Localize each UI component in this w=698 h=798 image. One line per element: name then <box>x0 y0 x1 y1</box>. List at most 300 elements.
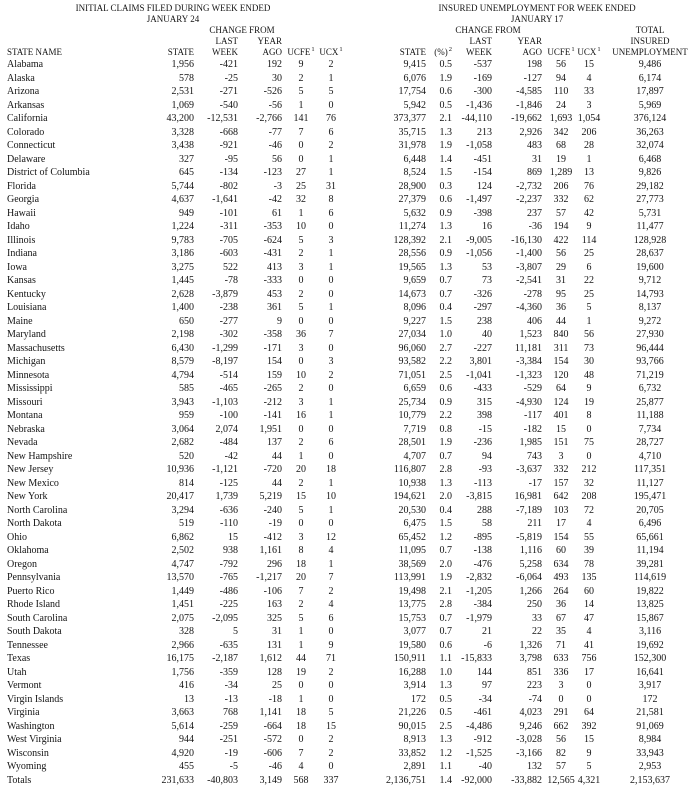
cell-ic-ucfe: 0 <box>298 356 304 367</box>
cell-ic-state: 944 <box>179 734 194 745</box>
col-header-iu-ucfe: UCFE$^1$ <box>547 46 575 57</box>
cell-state-name: Delaware <box>7 153 46 165</box>
cell-ic-ucx: 5 <box>328 707 334 718</box>
table-row <box>0 396 698 410</box>
cell-iu-total: 376,124 <box>633 113 667 124</box>
cell-iu-change-last-week: 288 <box>477 504 493 516</box>
cell-ic-ucx: 7 <box>328 572 334 583</box>
section-gap <box>346 423 376 437</box>
cell-ic-ucx: 0 <box>328 518 334 529</box>
cell-iu-total: 91,069 <box>636 720 664 732</box>
cell-state-name: Wisconsin <box>7 747 49 759</box>
cell-ic-state: 13,570 <box>166 572 194 583</box>
cell-iu-ucx: 19 <box>584 396 595 408</box>
cell-ic-ucfe: 141 <box>293 113 309 124</box>
cell-state-name: Michigan <box>7 356 46 367</box>
cell-iu-total: 36,263 <box>636 126 664 138</box>
cell-ic-ucfe: 5 <box>298 234 304 246</box>
cell-iu-rate-pct: 0.5 <box>439 99 453 111</box>
cell-ic-change-last-week: -5 <box>229 761 238 772</box>
cell-iu-ucfe: 1,289 <box>549 167 573 178</box>
cell-iu-change-last-week: -1,436 <box>466 99 493 111</box>
cell-iu-change-year-ago: 31 <box>532 153 543 165</box>
cell-ic-state: 10,936 <box>166 464 194 475</box>
cell-ic-state: 43,200 <box>166 113 194 124</box>
cell-ic-change-last-week: -42 <box>224 450 238 462</box>
cell-iu-total: 39,281 <box>636 558 664 570</box>
cell-iu-state: 2,136,751 <box>386 774 427 786</box>
cell-ic-ucx: 337 <box>323 774 339 786</box>
cell-iu-ucx: 206 <box>581 126 597 138</box>
cell-iu-change-last-week: -326 <box>473 288 493 300</box>
cell-ic-ucfe: 1 <box>298 693 304 705</box>
cell-ic-change-last-week: -40,803 <box>207 774 238 786</box>
cell-ic-change-last-week: -603 <box>219 248 238 259</box>
cell-iu-rate-pct: 2.7 <box>439 342 453 354</box>
cell-ic-ucx: 0 <box>328 761 334 772</box>
cell-ic-change-last-week: -636 <box>219 504 238 516</box>
cell-iu-change-last-week: -2,832 <box>466 572 493 583</box>
cell-ic-state: 1,956 <box>171 59 194 70</box>
cell-ic-state: 2,628 <box>171 288 194 300</box>
cell-ic-ucfe: 5 <box>298 302 304 313</box>
cell-ic-ucfe: 5 <box>298 504 304 516</box>
section-gap <box>346 409 376 423</box>
cell-state-name: Arkansas <box>7 99 45 111</box>
cell-iu-rate-pct: 2.2 <box>439 410 453 421</box>
table-row <box>0 639 698 653</box>
cell-state-name: New York <box>7 491 48 502</box>
cell-iu-rate-pct: 1.3 <box>439 261 453 273</box>
table-body <box>0 58 698 787</box>
cell-ic-change-last-week: -635 <box>219 639 238 651</box>
section-gap <box>346 369 376 383</box>
cell-iu-state: 3,077 <box>403 626 427 637</box>
cell-state-name: Minnesota <box>7 369 50 381</box>
cell-ic-change-last-week: -19 <box>224 747 238 759</box>
table-row <box>0 328 698 342</box>
cell-iu-ucfe: 35 <box>556 626 567 637</box>
table-header <box>0 3 698 58</box>
cell-iu-change-year-ago: 869 <box>527 167 543 178</box>
cell-iu-ucx: 3 <box>586 99 592 111</box>
cell-iu-ucfe: 3 <box>558 680 564 691</box>
cell-ic-state: 328 <box>179 626 194 637</box>
cell-ic-state: 3,275 <box>171 261 194 273</box>
table-row <box>0 207 698 221</box>
section-gap <box>346 625 376 639</box>
cell-iu-ucfe: 19 <box>556 153 567 165</box>
cell-ic-ucx: 2 <box>328 59 334 70</box>
cell-ic-state: 4,747 <box>171 558 194 570</box>
header-row-change-from <box>0 25 698 36</box>
cell-iu-state: 13,775 <box>398 599 427 610</box>
cell-iu-ucfe: 68 <box>556 140 567 151</box>
cell-ic-state: 3,438 <box>171 140 194 151</box>
cell-iu-state: 28,501 <box>398 437 427 448</box>
cell-iu-change-last-week: -227 <box>473 342 493 354</box>
cell-ic-change-year-ago: -123 <box>263 167 282 178</box>
cell-state-name: Texas <box>7 653 31 664</box>
cell-iu-change-last-week: -461 <box>473 707 493 718</box>
cell-iu-rate-pct: 1.9 <box>439 140 453 151</box>
cell-iu-change-year-ago: -3,166 <box>516 747 543 759</box>
cell-iu-rate-pct: 1.1 <box>439 761 453 772</box>
cell-iu-change-last-week: -384 <box>473 599 493 610</box>
cell-iu-change-year-ago: -182 <box>523 423 543 435</box>
table-row <box>0 126 698 140</box>
cell-iu-ucx: 72 <box>584 504 595 516</box>
cell-ic-change-year-ago: -720 <box>263 464 282 475</box>
cell-ic-ucfe: 44 <box>296 653 306 664</box>
cell-ic-change-year-ago: 1,612 <box>259 653 282 664</box>
cell-ic-change-year-ago: -18 <box>268 693 282 705</box>
cell-state-name: Massachusetts <box>7 342 65 354</box>
cell-iu-state: 14,673 <box>398 288 427 300</box>
cell-iu-state: 128,392 <box>393 234 427 246</box>
cell-ic-state: 231,633 <box>161 774 194 786</box>
cell-ic-ucfe: 1 <box>298 450 304 462</box>
cell-ic-ucx: 1 <box>328 410 334 421</box>
table-row <box>0 85 698 99</box>
cell-iu-state: 65,452 <box>398 531 427 543</box>
cell-iu-rate-pct: 2.5 <box>439 369 453 381</box>
cell-ic-change-year-ago: -141 <box>263 410 282 421</box>
cell-iu-rate-pct: 1.1 <box>439 653 453 664</box>
cell-ic-ucfe: 10 <box>296 369 306 381</box>
cell-iu-state: 8,913 <box>403 734 427 745</box>
cell-ic-change-year-ago: 453 <box>267 288 282 300</box>
cell-iu-ucfe: 662 <box>553 720 569 732</box>
cell-ic-change-last-week: -302 <box>219 329 238 340</box>
cell-ic-ucfe: 18 <box>296 720 306 732</box>
cell-ic-state: 645 <box>179 167 194 178</box>
cell-iu-change-year-ago: 1,326 <box>519 639 543 651</box>
cell-iu-ucfe: 12,565 <box>547 774 575 786</box>
section-gap <box>346 450 376 464</box>
cell-iu-ucx: 5 <box>586 302 592 313</box>
cell-iu-rate-pct: 1.4 <box>439 774 453 786</box>
section-gap <box>346 25 376 36</box>
cell-ic-ucx: 0 <box>328 315 334 327</box>
cell-iu-change-year-ago: -4,585 <box>516 86 543 97</box>
cell-ic-change-year-ago: -46 <box>268 761 282 772</box>
table-row <box>0 598 698 612</box>
cell-ic-ucfe: 7 <box>298 747 304 759</box>
cell-iu-change-last-week: -1,205 <box>466 585 493 597</box>
cell-iu-change-year-ago: 406 <box>527 315 543 327</box>
cell-ic-change-year-ago: -526 <box>263 86 282 97</box>
cell-ic-change-last-week: -25 <box>224 72 238 84</box>
cell-ic-change-year-ago: -1,217 <box>256 572 282 583</box>
section-gap <box>346 639 376 653</box>
cell-iu-ucfe: 157 <box>553 477 569 489</box>
cell-iu-ucx: 9 <box>586 383 592 394</box>
section-gap <box>346 679 376 693</box>
cell-state-name: Alabama <box>7 59 44 70</box>
cell-iu-state: 17,754 <box>398 86 427 97</box>
cell-state-name: Kentucky <box>7 288 46 300</box>
cell-iu-change-year-ago: 1,266 <box>519 585 543 597</box>
footnote-marker: 1 <box>597 46 601 53</box>
cell-iu-ucx: 48 <box>584 369 595 381</box>
col-header-iu-last: LAST <box>469 36 493 46</box>
cell-iu-total: 29,182 <box>636 180 664 192</box>
cell-ic-change-year-ago: 361 <box>267 302 282 313</box>
cell-state-name: South Dakota <box>7 626 62 637</box>
cell-state-name: Colorado <box>7 126 45 138</box>
cell-iu-change-year-ago: -36 <box>528 221 543 232</box>
section-gap <box>346 166 376 180</box>
cell-iu-ucx: 15 <box>584 734 595 745</box>
cell-ic-state: 1,445 <box>171 275 194 286</box>
table-row <box>0 342 698 356</box>
cell-ic-ucfe: 18 <box>296 707 306 718</box>
cell-iu-rate-pct: 1.9 <box>439 572 453 583</box>
cell-ic-change-year-ago: -431 <box>263 248 282 259</box>
cell-iu-ucfe: 36 <box>556 599 567 610</box>
right-section-subtitle: JANUARY 17 <box>510 14 564 24</box>
cell-ic-ucx: 8 <box>328 194 334 205</box>
cell-iu-change-year-ago: 1,116 <box>519 545 543 556</box>
cell-iu-ucx: 1 <box>586 315 592 327</box>
cell-state-name: Utah <box>7 666 27 678</box>
cell-iu-total: 4,710 <box>638 450 662 462</box>
cell-iu-ucfe: 151 <box>553 437 569 448</box>
cell-iu-change-last-week: -1,041 <box>466 369 493 381</box>
cell-ic-ucfe: 3 <box>298 396 304 408</box>
cell-state-name: Georgia <box>7 194 40 205</box>
col-header-ic-state: STATE <box>167 47 194 57</box>
cell-iu-total: 71,219 <box>636 369 664 381</box>
cell-iu-total: 114,619 <box>633 572 667 583</box>
cell-iu-state: 19,580 <box>398 639 427 651</box>
table-row <box>0 72 698 86</box>
cell-ic-ucx: 4 <box>328 545 334 556</box>
cell-state-name: Florida <box>7 180 36 192</box>
cell-iu-ucx: 30 <box>584 356 595 367</box>
cell-ic-change-year-ago: -212 <box>263 396 282 408</box>
cell-iu-total: 19,822 <box>636 585 664 597</box>
cell-iu-state: 28,556 <box>398 248 427 259</box>
cell-iu-rate-pct: 1.0 <box>439 666 453 678</box>
cell-iu-change-year-ago: -117 <box>524 410 543 421</box>
cell-ic-change-year-ago: 1,141 <box>259 707 282 718</box>
cell-iu-ucfe: 57 <box>556 761 567 772</box>
cell-ic-change-last-week: -3,879 <box>212 288 238 300</box>
cell-iu-total: 6,496 <box>638 518 662 529</box>
cell-iu-rate-pct: 2.2 <box>439 356 453 367</box>
cell-iu-total: 11,127 <box>636 477 664 489</box>
cell-iu-state: 116,807 <box>393 464 427 475</box>
cell-state-name: New Jersey <box>7 464 54 475</box>
section-gap <box>346 315 376 329</box>
cell-ic-ucfe: 32 <box>296 194 306 205</box>
cell-iu-ucfe: 95 <box>556 288 567 300</box>
cell-ic-ucfe: 7 <box>298 585 304 597</box>
totals-row <box>0 774 698 788</box>
cell-iu-ucfe: 422 <box>553 234 569 246</box>
cell-iu-rate-pct: 0.4 <box>439 504 453 516</box>
cell-ic-ucx: 0 <box>328 221 334 232</box>
cell-iu-change-year-ago: -2,541 <box>516 275 543 286</box>
cell-iu-ucfe: 634 <box>553 558 569 570</box>
cell-ic-state: 6,430 <box>171 342 194 354</box>
cell-ic-ucx: 3 <box>328 356 334 367</box>
cell-ic-ucx: 0 <box>328 693 334 705</box>
cell-iu-change-year-ago: 3,798 <box>519 653 543 664</box>
cell-iu-change-year-ago: -529 <box>523 383 543 394</box>
cell-iu-rate-pct: 1.4 <box>439 153 453 165</box>
cell-ic-ucfe: 2 <box>298 72 304 84</box>
table-row <box>0 490 698 504</box>
cell-iu-state: 27,379 <box>398 194 427 205</box>
cell-ic-change-year-ago: -106 <box>263 585 282 597</box>
cell-ic-ucfe: 0 <box>298 423 304 435</box>
cell-iu-change-year-ago: 16,981 <box>514 491 543 502</box>
cell-iu-total: 11,188 <box>636 410 664 421</box>
cell-iu-ucfe: 311 <box>553 342 569 354</box>
section-gap <box>346 288 376 302</box>
cell-ic-change-last-week: 522 <box>223 261 238 273</box>
cell-ic-change-year-ago: 30 <box>272 72 282 84</box>
cell-state-name: Oregon <box>7 558 37 570</box>
section-gap <box>346 126 376 140</box>
cell-iu-ucfe: 401 <box>553 410 569 421</box>
cell-iu-change-year-ago: -5,819 <box>516 531 543 543</box>
cell-ic-ucx: 6 <box>328 437 334 448</box>
cell-iu-total: 25,877 <box>636 396 664 408</box>
cell-ic-ucx: 1 <box>328 261 334 273</box>
cell-iu-total: 195,471 <box>633 491 667 502</box>
cell-iu-change-year-ago: -3,384 <box>516 356 543 367</box>
cell-ic-change-year-ago: 9 <box>277 315 282 327</box>
section-gap <box>346 720 376 734</box>
cell-iu-change-year-ago: -6,064 <box>516 572 543 583</box>
cell-ic-ucfe: 20 <box>296 464 306 475</box>
cell-state-name: Puerto Rico <box>7 585 55 597</box>
cell-iu-state: 96,060 <box>398 342 427 354</box>
cell-iu-change-year-ago: 250 <box>527 599 543 610</box>
cell-iu-rate-pct: 0.8 <box>439 423 453 435</box>
cell-ic-change-last-week: -1,641 <box>212 194 238 205</box>
cell-iu-change-last-week: -297 <box>473 302 493 313</box>
table-row <box>0 261 698 275</box>
header-row-last-year <box>0 36 698 47</box>
section-gap <box>346 58 376 72</box>
cell-iu-ucx: 392 <box>581 720 597 732</box>
cell-iu-change-year-ago: -4,360 <box>516 302 543 313</box>
cell-state-name: Maine <box>7 315 33 327</box>
cell-iu-ucx: 0 <box>586 423 592 435</box>
cell-iu-rate-pct: 1.3 <box>439 126 453 138</box>
cell-iu-change-last-week: -398 <box>473 207 493 219</box>
section-gap <box>346 342 376 356</box>
cell-iu-ucfe: 642 <box>553 491 569 502</box>
cell-ic-ucfe: 8 <box>298 545 304 556</box>
cell-ic-ucx: 2 <box>328 140 334 151</box>
cell-iu-ucfe: 342 <box>553 126 569 138</box>
cell-iu-state: 90,015 <box>398 720 427 732</box>
cell-ic-change-year-ago: -353 <box>263 221 282 232</box>
table-row <box>0 234 698 248</box>
cell-iu-state: 5,942 <box>403 99 427 111</box>
cell-ic-ucx: 2 <box>328 666 334 678</box>
right-section-title: INSURED UNEMPLOYMENT FOR WEEK ENDED <box>438 3 636 13</box>
cell-ic-ucx: 0 <box>328 626 334 637</box>
col-header-total-line1: TOTAL <box>635 25 665 35</box>
cell-ic-change-year-ago: 61 <box>272 207 282 219</box>
cell-iu-ucx: 60 <box>584 585 595 597</box>
table-row <box>0 450 698 464</box>
cell-iu-rate-pct: 2.5 <box>439 720 453 732</box>
cell-ic-change-year-ago: 31 <box>272 626 282 637</box>
cell-ic-ucfe: 20 <box>296 572 306 583</box>
cell-iu-ucfe: 291 <box>553 707 569 718</box>
table-row <box>0 220 698 234</box>
cell-iu-change-year-ago: -3,637 <box>516 464 543 475</box>
section-gap <box>346 612 376 626</box>
cell-iu-change-year-ago: -19,662 <box>511 113 543 124</box>
col-header-iu-week: WEEK <box>466 47 493 57</box>
section-gap <box>346 112 376 126</box>
cell-iu-ucx: 756 <box>581 653 597 664</box>
cell-ic-ucx: 1 <box>328 248 334 259</box>
claims-table <box>0 3 698 787</box>
cell-ic-change-last-week: -134 <box>219 167 238 178</box>
section-gap <box>346 72 376 86</box>
cell-iu-change-last-week: -433 <box>473 383 493 394</box>
cell-ic-change-year-ago: 154 <box>267 356 282 367</box>
cell-state-name: New Hampshire <box>7 450 73 462</box>
cell-ic-state: 2,531 <box>171 86 194 97</box>
cell-ic-change-last-week: -95 <box>224 153 238 165</box>
cell-iu-change-last-week: -895 <box>473 531 493 543</box>
footnote-marker: 2 <box>448 46 453 53</box>
cell-iu-change-year-ago: 33 <box>532 612 543 624</box>
cell-ic-state: 1,451 <box>171 599 194 610</box>
cell-ic-ucfe: 15 <box>296 491 306 502</box>
cell-iu-change-last-week: -6 <box>483 639 493 651</box>
cell-iu-total: 7,734 <box>638 423 662 435</box>
cell-iu-rate-pct: 1.3 <box>439 680 453 691</box>
cell-iu-ucfe: 36 <box>556 302 567 313</box>
cell-ic-change-year-ago: -3 <box>273 180 282 192</box>
cell-iu-ucx: 8 <box>586 410 592 421</box>
cell-ic-ucfe: 25 <box>296 180 306 192</box>
cell-iu-total: 20,705 <box>636 504 664 516</box>
cell-iu-change-year-ago: -278 <box>523 288 543 300</box>
col-header-iu-state: STATE <box>399 47 427 57</box>
cell-state-name: Oklahoma <box>7 545 49 556</box>
cell-iu-ucx: 42 <box>584 207 595 219</box>
cell-iu-rate-pct: 1.2 <box>439 531 453 543</box>
cell-ic-change-last-week: -359 <box>219 666 238 678</box>
cell-iu-change-last-week: -476 <box>473 558 493 570</box>
cell-ic-change-year-ago: 1,161 <box>259 545 282 556</box>
cell-iu-change-last-week: -92,000 <box>461 774 493 786</box>
cell-ic-ucfe: 2 <box>298 437 304 448</box>
section-gap <box>346 328 376 342</box>
cell-iu-state: 35,715 <box>398 126 427 138</box>
cell-state-name: Mississippi <box>7 383 53 394</box>
cell-ic-state: 8,579 <box>171 356 194 367</box>
cell-iu-change-year-ago: -74 <box>528 693 543 705</box>
cell-iu-change-last-week: -912 <box>473 734 493 745</box>
cell-iu-ucfe: 15 <box>556 423 567 435</box>
cell-ic-change-year-ago: -46 <box>268 140 282 151</box>
cell-ic-ucfe: 3 <box>298 342 304 354</box>
